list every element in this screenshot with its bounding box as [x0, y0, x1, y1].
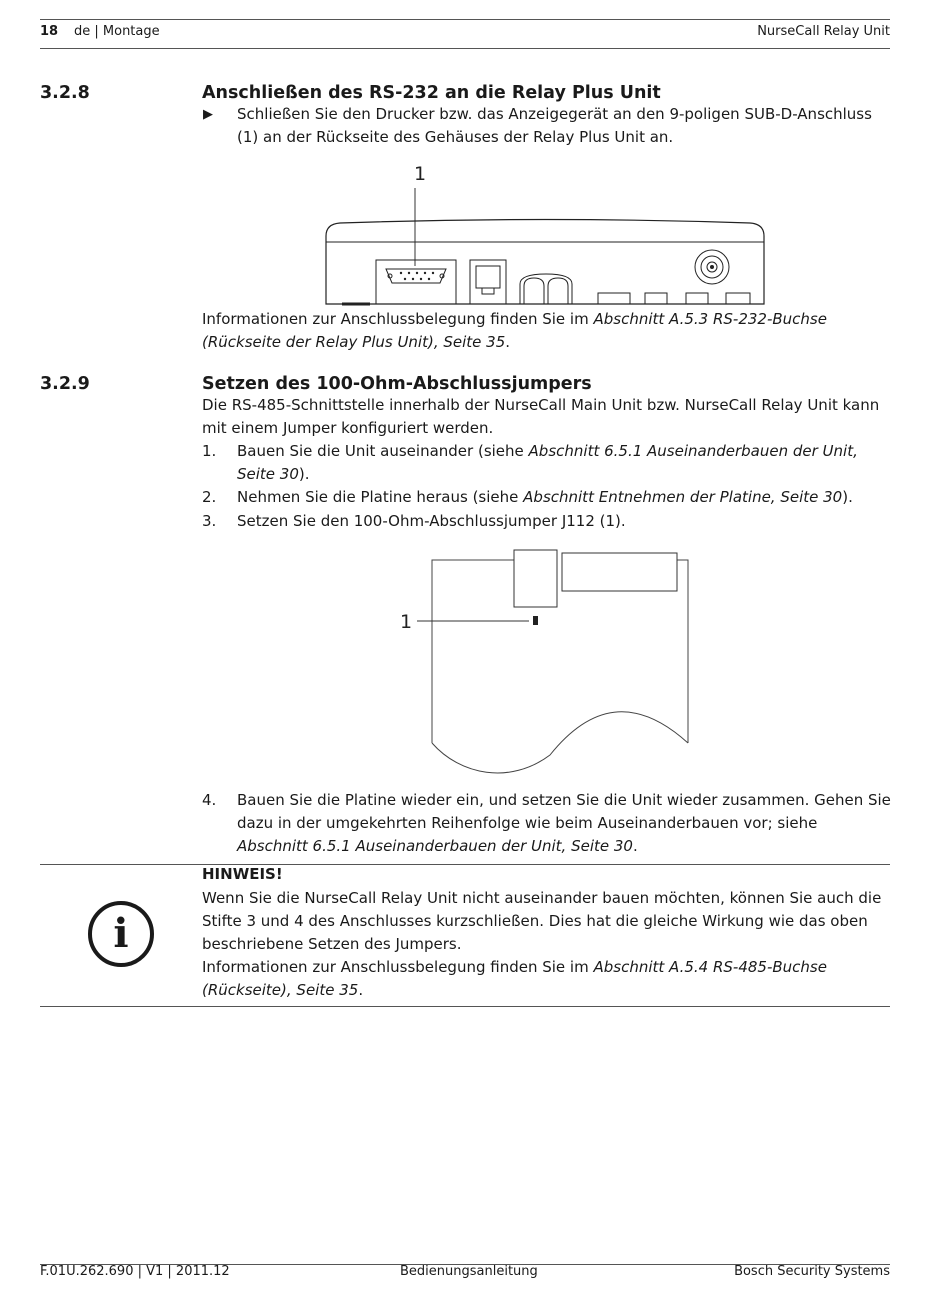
- step-item: [202, 486, 892, 509]
- step-reference: Abschnitt 6.5.1 Auseinanderbauen der Unit, Seite 30: [237, 837, 633, 855]
- footer-company: Bosch Security Systems: [734, 1264, 890, 1279]
- info-prefix: Informationen zur Anschlussbelegung finden Sie im: [202, 958, 594, 976]
- step-text: Bauen Sie die Platine wieder ein, und setzen Sie die Unit wieder zusammen. Gehen Sie dazu in der umgekehrten Reihenfolge wie beim Auseinanderbauen vor; siehe Abschnitt 6.5.1 Auseinanderbauen der Unit, Seite 30.: [237, 791, 891, 855]
- section-title: Setzen des 100-Ohm-Abschlussjumpers: [202, 374, 592, 394]
- step-reference: Abschnitt 6.5.1 Auseinanderbauen der Unit, Seite 30: [237, 442, 858, 483]
- footer-doc-id: F.01U.262.690 | V1 | 2011.12: [40, 1264, 230, 1279]
- section-number: 3.2.8: [40, 83, 90, 103]
- device-rear-figure: [320, 160, 770, 310]
- header-section-path: de | Montage: [74, 24, 160, 39]
- info-paragraph-rs232: [202, 308, 892, 354]
- step-item: [202, 789, 892, 858]
- note-body: Wenn Sie die NurseCall Relay Unit nicht auseinander bauen möchten, können Sie auch die Stifte 3 und 4 des Anschlusses kurzschließen. Dies hat die gleiche Wirkung wie das oben beschriebene Setzen des Jumpers.: [202, 889, 882, 953]
- info-reference: Abschnitt A.5.4 RS-485-Buchse (Rückseite), Seite 35: [202, 958, 827, 999]
- figure-callout-label: 1: [400, 611, 413, 633]
- bullet-item: [202, 103, 892, 149]
- bullet-arrow-icon: ▶: [203, 107, 213, 122]
- section-number: 3.2.9: [40, 374, 90, 394]
- pcb-jumper-figure: [390, 545, 700, 780]
- pcb-drawing: [390, 545, 700, 780]
- note-bottom-rule: [40, 1006, 890, 1007]
- info-suffix: .: [505, 333, 511, 351]
- footer-doc-type: Bedienungsanleitung: [400, 1264, 538, 1279]
- step-text: Setzen Sie den 100-Ohm-Abschlussjumper J112 (1).: [237, 512, 626, 530]
- step-item: [202, 440, 892, 486]
- step-text: Nehmen Sie die Platine heraus (siehe Abschnitt Entnehmen der Platine, Seite 30).: [237, 488, 853, 506]
- header-page-number: 18: [40, 24, 59, 39]
- step-item: [202, 510, 892, 533]
- step-number: 4.: [202, 791, 217, 809]
- step-number: 3.: [202, 512, 217, 530]
- step-reference: Abschnitt Entnehmen der Platine, Seite 30: [523, 488, 843, 506]
- info-reference: Abschnitt A.5.3 RS-232-Buchse (Rückseite der Relay Plus Unit), Seite 35: [202, 310, 827, 351]
- bullet-text: Schließen Sie den Drucker bzw. das Anzeigegerät an den 9-poligen SUB-D-Anschluss (1) an der Rückseite des Gehäuses der Relay Plus Unit an.: [237, 105, 872, 146]
- info-prefix: Informationen zur Anschlussbelegung finden Sie im: [202, 310, 594, 328]
- device-rear-drawing: [320, 160, 770, 310]
- note-info-paragraph: [202, 956, 892, 1002]
- header-top-rule: [40, 19, 890, 20]
- header-product: NurseCall Relay Unit: [757, 24, 890, 39]
- note-title: HINWEIS!: [202, 865, 283, 883]
- info-suffix: .: [358, 981, 364, 999]
- figure-callout-label: 1: [414, 163, 427, 185]
- section-title: Anschließen des RS-232 an die Relay Plus Unit: [202, 83, 661, 103]
- step-text: Bauen Sie die Unit auseinander (siehe Abschnitt 6.5.1 Auseinanderbauen der Unit, Seite 30).: [237, 442, 858, 483]
- section-intro: Die RS-485-Schnittstelle innerhalb der NurseCall Main Unit bzw. NurseCall Relay Unit kann mit einem Jumper konfiguriert werden.: [202, 396, 880, 437]
- header-bottom-rule: [40, 48, 890, 49]
- step-number: 1.: [202, 442, 217, 460]
- step-number: 2.: [202, 488, 217, 506]
- info-icon: i: [88, 901, 154, 967]
